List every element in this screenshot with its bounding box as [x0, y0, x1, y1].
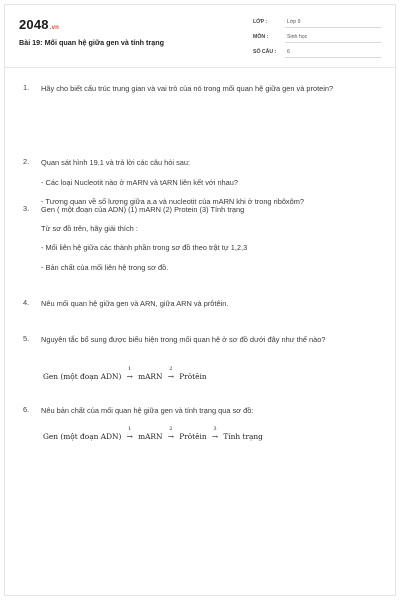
question-subline: - Các loại Nucleotit nào ở mARN và tARN liên kết với nhau? — [41, 178, 239, 187]
meta-label: SỐ CÂU : — [253, 49, 277, 55]
arrow-index: 1 — [128, 426, 132, 432]
question-subline: - Bản chất của mối liên hệ trong sơ đồ. — [41, 263, 169, 272]
arrow-index: 2 — [169, 366, 173, 372]
logo-text: 2048 — [19, 17, 49, 32]
arrow-index: 3 — [213, 426, 217, 432]
arrow-index: 2 — [169, 426, 173, 432]
question-text: Gen ( một đoạn của ADN) (1) mARN (2) Protein (3) Tính trạng — [41, 205, 245, 214]
question-number: 4. — [23, 298, 30, 307]
arrow-icon: 2 → — [165, 372, 177, 381]
question-text: Nguyên tắc bổ sung được biểu hiện trong mối quan hệ ở sơ đồ dưới đây như thế nào? — [41, 335, 326, 344]
worksheet-header — [5, 5, 397, 67]
question-number: 2. — [23, 157, 30, 166]
formula-diagram — [43, 426, 263, 441]
meta-value: 6 — [285, 49, 381, 58]
arrow-icon: 2 → — [165, 432, 177, 441]
arrow-index: 1 — [128, 366, 132, 372]
meta-row-subject — [253, 33, 383, 45]
question-number: 5. — [23, 334, 30, 343]
question-text: Nêu bản chất của mối quan hệ giữa gen và tính trạng qua sơ đồ: — [41, 406, 254, 415]
arrow-icon: 1 → — [124, 432, 136, 441]
formula-diagram — [43, 366, 207, 381]
meta-info — [253, 18, 383, 63]
formula-term: mARN — [138, 432, 163, 441]
header-divider — [5, 67, 397, 68]
question-number: 1. — [23, 83, 30, 92]
question-number: 6. — [23, 405, 30, 414]
logo-suffix: .vn — [49, 25, 60, 31]
worksheet — [4, 4, 396, 596]
question-text: Hãy cho biết cấu trúc trung gian và vai trò của nó trong mối quan hệ giữa gen và protein? — [41, 84, 334, 93]
formula-term: Gen (một đoạn ADN) — [43, 372, 122, 381]
meta-value: Lớp 9 — [285, 19, 381, 28]
question-text: Nêu mối quan hệ giữa gen và ARN, giữa ARN và prôtêin. — [41, 299, 229, 308]
site-logo[interactable] — [19, 17, 59, 32]
arrow-icon: 3 → — [209, 432, 221, 441]
formula-term: Prôtêin — [179, 432, 207, 441]
question-subline: - Mối liên hệ giữa các thành phần trong sơ đồ theo trật tự 1,2,3 — [41, 243, 248, 252]
question-subline: - Tương quan về số lượng giữa a.a và nucleotit của mARN khi ở trong ribôxôm? — [41, 197, 304, 206]
lesson-title: Bài 19: Mối quan hệ giữa gen và tính trạng — [19, 38, 164, 47]
question-subline: Từ sơ đồ trên, hãy giải thích : — [41, 224, 138, 233]
question-number: 3. — [23, 204, 30, 213]
meta-row-question-count — [253, 48, 383, 60]
meta-label: MÔN : — [253, 34, 269, 40]
meta-value: Sinh học — [285, 34, 381, 43]
formula-term: Tính trạng — [223, 432, 263, 441]
meta-row-class — [253, 18, 383, 30]
formula-term: Gen (một đoạn ADN) — [43, 432, 122, 441]
question-text: Quan sát hình 19.1 và trả lời các câu hỏi sau: — [41, 158, 191, 167]
formula-term: Prôtêin — [179, 372, 207, 381]
formula-term: mARN — [138, 372, 163, 381]
arrow-icon: 1 → — [124, 372, 136, 381]
meta-label: LỚP : — [253, 19, 268, 25]
